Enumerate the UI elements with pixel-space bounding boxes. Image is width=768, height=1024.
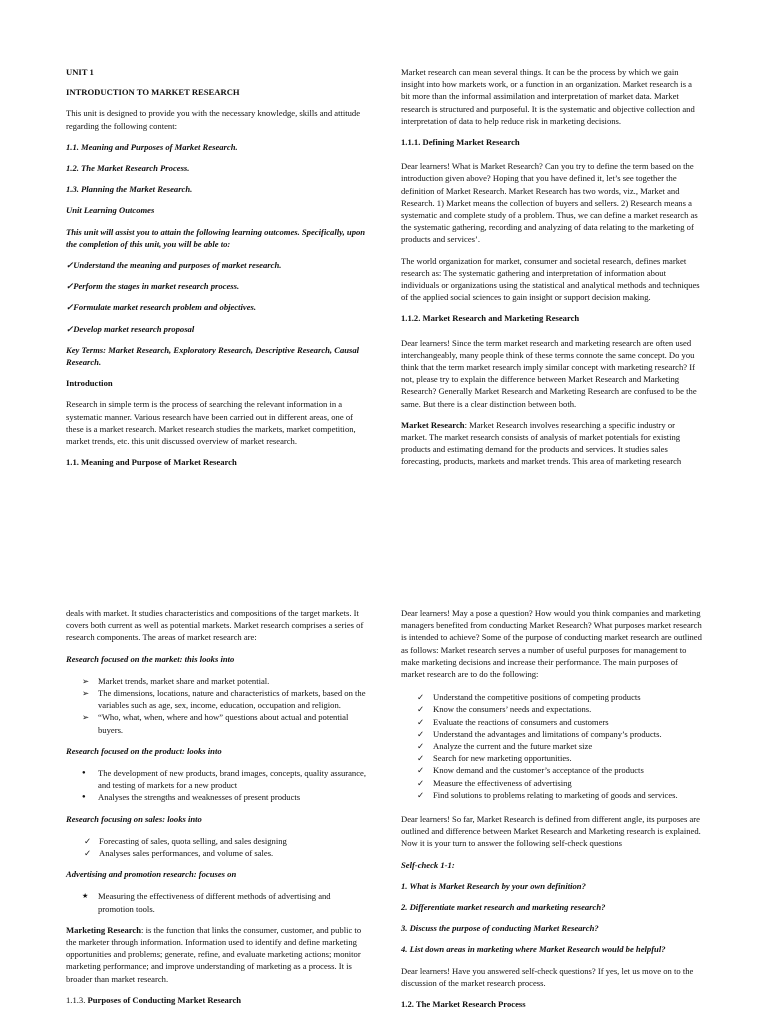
unit-label: UNIT 1 [66, 67, 94, 77]
list-item: ✓ Understand the advantages and limitations of company’s products. [417, 728, 662, 739]
star-icon: ★ [82, 892, 89, 901]
check-icon: ✓ [417, 728, 425, 739]
arrow-icon: ➢ [82, 675, 90, 686]
list-heading: Research focusing on sales: looks into [66, 813, 202, 824]
check-icon: ✓ [66, 323, 74, 334]
paragraph: Dear learners! May a pose a question? How would you think companies and marketing managers benefited from conducting Market Research? What purposes market research is intended to achieve? Some of the purpose of conducting market research are outlined as follows: Market research serves a number of useful purposes for management to make marketing decisions and increase their performance. The main purposes of market research are to do the following: [401, 608, 702, 680]
check-icon: ✓ [84, 835, 92, 846]
section-heading: 1.1. Meaning and Purpose of Market Research [66, 457, 237, 468]
list-heading: Advertising and promotion research: focuses on [66, 869, 237, 880]
unit-title: INTRODUCTION TO MARKET RESEARCH [66, 87, 240, 98]
outcome-item: ✓Develop market research proposal [66, 323, 195, 334]
check-icon: ✓ [417, 753, 425, 764]
page2-left-column [66, 607, 368, 1015]
outcomes-heading: Unit Learning Outcomes [66, 205, 155, 216]
question: 1. What is Market Research by your own definition? [401, 880, 586, 891]
outcomes-intro: This unit will assist you to attain the following learning outcomes. Specifically, upon the completion of this unit, you will be able to: [66, 226, 366, 249]
bullet-icon: ● [82, 770, 86, 777]
unit-intro: This unit is designed to provide you with the necessary knowledge, skills and attitude regarding the following content: [66, 108, 361, 131]
list-item: ● The development of new products, brand images, concepts, quality assurance, and testing of markets for a new product [82, 768, 366, 791]
page1-right-column [401, 66, 703, 477]
page1-left-column [66, 66, 368, 477]
check-icon: ✓ [66, 302, 74, 313]
outcome-item: ✓Perform the stages in market research process. [66, 281, 240, 292]
check-icon: ✓ [417, 765, 425, 776]
subsection-heading: 1.1.1. Defining Market Research [401, 137, 520, 148]
check-icon: ✓ [417, 704, 425, 715]
paragraph: Market research can mean several things. It can be the process by which we gain insight into how markets work, or a function in an organization. Market research is a bit more than the informal assimilation and interpretation of market data. Market research is structured and purposeful. It is the systematic and objective collection and interpretation of data to help reduce risk in marketing decisions. [401, 67, 695, 126]
list-item: ✓ Search for new marketing opportunities. [417, 753, 572, 764]
paragraph: Dear learners! What is Market Research? Can you try to define the term based on the introduction given above? Hoping that you have defined it, let’s see together the definition of Market Research. Market Research has two words, viz., Market and Research. 1) Market means the collection of buyers and sellers. 2) Research means a systematic and complete study of a problem. Thus, we can define a market research as the systematic gathering, recording and analyzing of data relating to the marketing of products and services’. [401, 161, 698, 245]
list-item: ★ Measuring the effectiveness of different methods of advertising and promotion tools. [82, 891, 331, 914]
arrow-icon: ➢ [82, 712, 90, 723]
paragraph: Dear learners! Have you answered self-check questions? If yes, let us move on to the discussion of the market research process. [401, 965, 694, 988]
content-item: 1.3. Planning the Market Research. [66, 184, 193, 195]
market-list [66, 675, 368, 736]
list-item: ✓ Evaluate the reactions of consumers and customers [417, 716, 609, 727]
list-item: ✓ Analyses sales performances, and volume of sales. [84, 848, 274, 859]
subsection-heading: 1.1.2. Market Research and Marketing Research [401, 313, 580, 324]
check-icon: ✓ [417, 692, 425, 703]
selfcheck-heading: Self-check 1-1: [401, 859, 455, 870]
list-heading: Research focused on the market: this looks into [66, 653, 235, 664]
check-icon: ✓ [417, 777, 425, 788]
list-item: ✓ Understand the competitive positions of competing products [417, 692, 641, 703]
list-item: ✓ Find solutions to problems relating to marketing of goods and services. [417, 789, 678, 800]
question: 2. Differentiate market research and marketing research? [401, 902, 606, 913]
paragraph: The world organization for market, consumer and societal research, defines market research as: The systematic gathering and interpretation of information about individuals or organizations using the statistical and analytical methods and techniques of the applied social sciences to gain insight or support decision making. [401, 255, 700, 303]
check-icon: ✓ [84, 848, 92, 859]
check-icon: ✓ [417, 789, 425, 800]
advertising-list [66, 890, 368, 914]
sales-list [66, 835, 368, 859]
paragraph: Dear learners! So far, Market Research is defined from different angle, its purposes are outlined and difference between Market Research and Marketing research is explained. Now it is your turn to answer the following self-check questions [401, 814, 701, 849]
check-icon: ✓ [417, 716, 425, 727]
content-item: 1.1. Meaning and Purposes of Market Research. [66, 141, 238, 152]
purposes-list [401, 691, 703, 801]
key-terms: Key Terms: Market Research, Exploratory Research, Descriptive Research, Causal Research. [66, 344, 360, 368]
arrow-icon: ➢ [82, 688, 90, 699]
question: 3. Discuss the purpose of conducting Market Research? [401, 923, 599, 934]
product-list [66, 767, 368, 804]
content-item: 1.2. The Market Research Process. [66, 163, 190, 174]
list-item: ● Analyses the strengths and weaknesses of present products [82, 792, 301, 803]
section-heading: 1.2. The Market Research Process [401, 999, 526, 1010]
introduction-text: Research in simple term is the process of searching the relevant information in a systematic manner. Various research have been carried out in different areas, one of these is a market research. Market research studies the markets, market competition, market trends, etc. this unit discussed overview of market research. [66, 399, 356, 447]
paragraph: Marketing Research: is the function that links the consumer, customer, and public to the marketer through information. Information used to identify and define marketing opportunities and problems; generate, refine, and evaluate marketing actions; monitor marketing performance; and improve understanding of marketing as a process. It is broader than market research. [66, 924, 362, 984]
outcome-item: ✓Understand the meaning and purposes of market research. [66, 260, 282, 271]
list-item: ➢ The dimensions, locations, nature and characteristics of markets, based on the variables such as age, sex, income, education, occupation and religion. [82, 688, 366, 711]
list-item: ✓ Know demand and the customer’s acceptance of the products [417, 765, 644, 776]
list-item: ➢ Market trends, market share and market potential. [82, 675, 270, 686]
list-item: ✓ Forecasting of sales, quota selling, and sales designing [84, 835, 287, 846]
paragraph: deals with market. It studies characteristics and compositions of the target markets. It covers both current as well as potential markets. Market research comprises a series of research components. The areas of market research are: [66, 608, 364, 643]
paragraph: Market Research: Market Research involves researching a specific industry or market. The market research consists of analysis of market potentials for existing products and estimating demand for the products and services. It studies sales forecasting, products, markets and market trends. This area of marketing research [401, 419, 682, 467]
outcome-item: ✓Formulate market research problem and objectives. [66, 302, 257, 313]
introduction-heading: Introduction [66, 378, 113, 389]
list-item: ✓ Measure the effectiveness of advertising [417, 777, 572, 788]
subsection-heading: 1.1.3. Purposes of Conducting Market Research [66, 994, 242, 1005]
bullet-icon: ● [82, 794, 86, 801]
question: 4. List down areas in marketing where Market Research would be helpful? [401, 944, 666, 955]
check-icon: ✓ [66, 281, 74, 292]
list-item: ✓ Know the consumers’ needs and expectations. [417, 704, 592, 715]
term: Marketing Research [66, 924, 142, 935]
list-item: ➢ “Who, what, when, where and how” questions about actual and potential buyers. [82, 712, 349, 735]
check-icon: ✓ [66, 260, 74, 271]
list-heading: Research focused on the product: looks into [66, 745, 222, 756]
list-item: ✓ Analyze the current and the future market size [417, 741, 593, 752]
check-icon: ✓ [417, 741, 425, 752]
page2-right-column [401, 607, 703, 1019]
paragraph: Dear learners! Since the term market research and marketing research are often used interchangeably, many people think of these terms connote the same concept. Do you think that the term market research imply similar concept with marketing research? If not, please try to explain the difference between Market Research and Marketing Research? Generally Market Research and Marketing Research are confused to be the same. But there is a clear distinction between both. [401, 337, 697, 409]
term: Market Research [401, 419, 465, 430]
